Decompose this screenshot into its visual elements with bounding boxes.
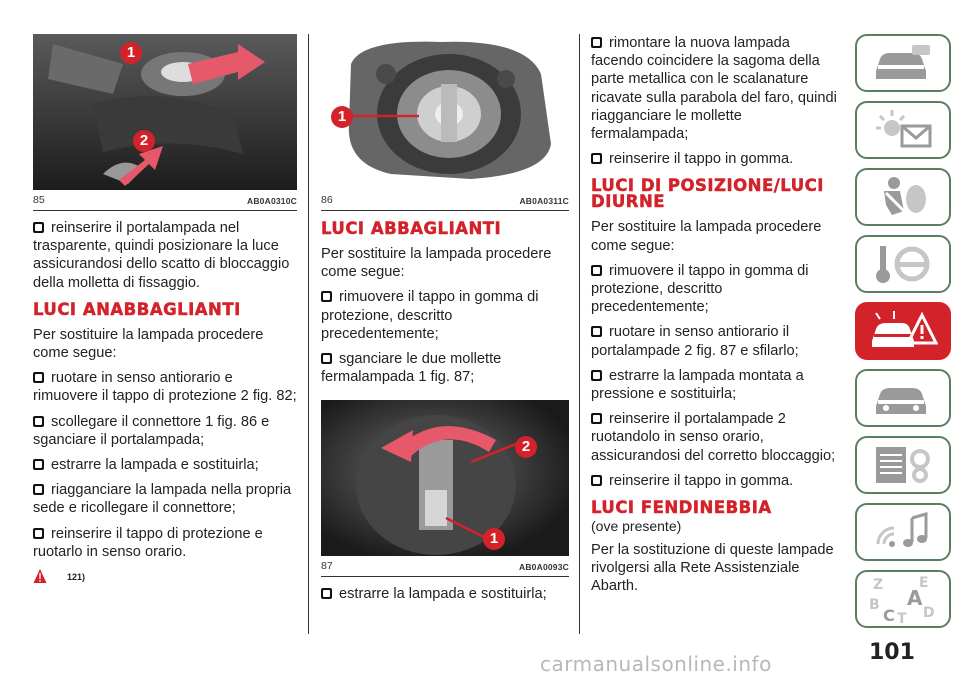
heading-luci-di-posizione: LUCI DI POSIZIONE/LUCI DIURNE — [591, 176, 824, 212]
tab-warning-lights[interactable] — [855, 101, 951, 159]
checkbox-bullet-icon — [591, 475, 602, 486]
checkbox-bullet-icon — [321, 291, 332, 302]
checkbox-bullet-icon — [33, 484, 44, 495]
car-dashboard-icon — [868, 41, 938, 85]
checkbox-bullet-icon — [33, 222, 44, 233]
multimedia-icon — [868, 510, 938, 554]
column-3 — [591, 34, 841, 603]
index-letter: E — [919, 575, 929, 591]
index-letter: T — [897, 611, 907, 625]
list-item: reinserire il tappo in gomma. — [591, 150, 841, 168]
heading-luci-anabbaglianti: LUCI ANABBAGLIANTI — [33, 299, 241, 319]
list-item: estrarre la lampada e sostituirla; — [321, 585, 569, 603]
figure-number: 86 — [321, 194, 333, 206]
intro-text: Per sostituire la lampada procedere come segue: — [591, 219, 822, 254]
tab-index[interactable] — [855, 570, 951, 628]
seat-airbag-icon — [868, 175, 938, 219]
tab-car-dashboard[interactable] — [855, 34, 951, 92]
tab-seat-airbag[interactable] — [855, 168, 951, 226]
intro-text: Per sostituire la lampada procedere come segue: — [33, 326, 264, 362]
key-steering-icon — [868, 242, 938, 286]
column-1 — [33, 34, 297, 586]
index-letter: Z — [873, 577, 884, 593]
list-item: sganciare le due mollette fermalampada 1 fig. 87; — [321, 351, 502, 386]
technical-data-icon — [868, 443, 938, 487]
figure-86-caption — [321, 190, 569, 211]
tab-technical-data[interactable] — [855, 436, 951, 494]
checkbox-bullet-icon — [591, 265, 602, 276]
tab-multimedia[interactable] — [855, 503, 951, 561]
list-item: estrarre la lampada e sostituirla; — [33, 456, 297, 474]
callout-1: 1 — [331, 106, 353, 128]
checkbox-bullet-icon — [591, 153, 602, 164]
callout-2: 2 — [133, 130, 155, 152]
column-divider — [308, 34, 309, 634]
checkbox-bullet-icon — [591, 413, 602, 424]
list-item: ruotare in senso antiorario il portalampade 2 fig. 87 e sfilarlo; — [591, 324, 799, 359]
figure-number: 85 — [33, 194, 45, 206]
checkbox-bullet-icon — [591, 370, 602, 381]
figure-87-caption — [321, 556, 569, 577]
checkbox-bullet-icon — [33, 416, 44, 427]
list-item: reinserire il portalampade 2 ruotandolo in senso orario, assicurandosi del corretto bloccaggio; — [591, 411, 836, 464]
warning-triangle-icon — [33, 568, 63, 586]
checkbox-bullet-icon — [591, 326, 602, 337]
figure-number: 87 — [321, 560, 333, 573]
figure-85-caption — [33, 190, 297, 211]
index-icon — [863, 573, 943, 625]
tab-car-maintenance[interactable] — [855, 369, 951, 427]
list-item: estrarre la lampada montata a pressione e sostituirla; — [591, 367, 804, 403]
figure-code: AB0A0093C — [519, 562, 569, 573]
column-2 — [321, 34, 569, 611]
callout-1: 1 — [120, 42, 142, 64]
index-letter: A — [907, 586, 923, 610]
figure-87 — [321, 400, 569, 556]
list-item: riagganciare la lampada nella propria sede e ricollegare il connettore; — [33, 482, 292, 517]
figure-86 — [321, 34, 569, 190]
index-letter: B — [869, 597, 880, 613]
index-letter: C — [883, 606, 895, 625]
list-item: ruotare in senso antiorario e rimuovere il tappo di protezione 2 fig. 82; — [33, 370, 297, 405]
list-item: reinserire il tappo di protezione e ruotarlo in senso orario. — [33, 525, 263, 560]
list-item: reinserire il tappo in gomma. — [591, 472, 841, 490]
intro-text: Per la sostituzione di queste lampade rivolgersi alla Rete Assistenziale Abarth. — [591, 542, 834, 595]
checkbox-bullet-icon — [591, 37, 602, 48]
index-letter: D — [923, 605, 935, 621]
checkbox-bullet-icon — [321, 353, 332, 364]
car-maintenance-icon — [868, 376, 938, 420]
page-number: 101 — [869, 640, 915, 665]
tab-key-steering[interactable] — [855, 235, 951, 293]
figure-code: AB0A0310C — [247, 196, 297, 206]
heading-luci-abbaglianti: LUCI ABBAGLIANTI — [321, 219, 502, 238]
checkbox-bullet-icon — [33, 372, 44, 383]
subheading-ove-presente: (ove presente) — [591, 518, 682, 535]
list-item: rimuovere il tappo in gomma di protezione, descritto precedentemente; — [591, 262, 809, 316]
emergency-car-icon — [868, 309, 938, 353]
list-item: reinserire il portalampada nel trasparente, quindi posizionare la luce assicurandosi dello scatto di bloccaggio della molletta di fissaggio. — [33, 220, 290, 291]
warning-ref-text: 121) — [67, 572, 86, 583]
warning-lights-icon — [868, 108, 938, 152]
figure-85 — [33, 34, 297, 190]
heading-luci-fendinebbia: LUCI FENDINEBBIA — [591, 498, 772, 518]
warning-reference — [33, 568, 297, 586]
tab-emergency[interactable] — [855, 302, 951, 360]
list-item: rimuovere il tappo in gomma di protezione, descritto precedentemente; — [321, 289, 539, 342]
column-divider — [579, 34, 580, 634]
checkbox-bullet-icon — [321, 588, 332, 599]
watermark: carmanualsonline.info — [540, 652, 772, 676]
callout-1: 1 — [483, 528, 505, 550]
checkbox-bullet-icon — [33, 459, 44, 470]
callout-2: 2 — [515, 436, 537, 458]
figure-code: AB0A0311C — [519, 196, 569, 206]
list-item: rimontare la nuova lampada facendo coincidere la sagoma della parte metallica con le scalanature ricavate sulla parabola del faro, quindi riagganciare le mollette fermalampada; — [591, 35, 837, 143]
list-item: scollegare il connettore 1 fig. 86 e sganciare il portalampada; — [33, 413, 270, 448]
intro-text: Per sostituire la lampada procedere come segue: — [321, 246, 552, 281]
checkbox-bullet-icon — [33, 528, 44, 539]
